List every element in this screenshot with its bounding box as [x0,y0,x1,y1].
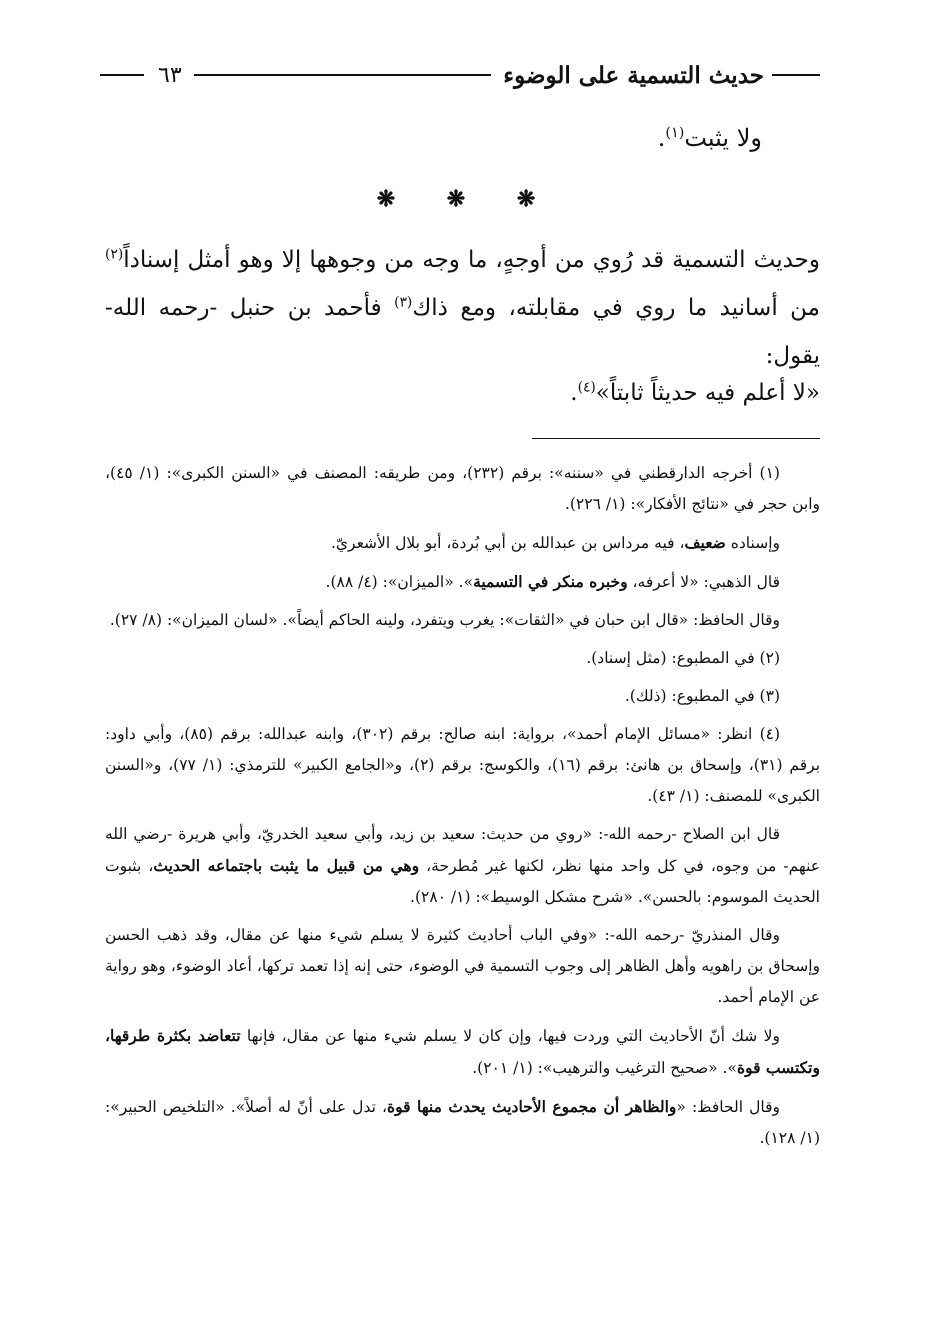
chapter-title: حديث التسمية على الوضوء [503,61,764,89]
opening-line [658,124,762,152]
footnote-ref-3: (٣) [394,294,413,311]
section-separator: ❋ ❋ ❋ [376,186,558,212]
footnote-4-conclusion-post: ». «صحيح الترغيب والترهيب»: (١/ ٢٠١). [472,1059,737,1077]
footnote-4-conclusion-bold: تتعاضد بكثرة طرقها، وتكتسب قوة [105,1026,820,1077]
main-paragraph-part3: فأحمد بن حنبل -رحمه الله- يقول: [105,295,820,369]
footnote-1: (١) أخرجه الدارقطني في «سننه»: برقم (٢٣٢)، ومن طريقه: المصنف في «السنن الكبرى»: (١/ ٤٥)، وابن حجر في «نتائج الأفكار»: (١/ ٢٢٦). [105,464,820,513]
footnote-4-mundhiri: وقال المنذريّ -رحمه الله-: «وفي الباب أحاديث كثيرة لا يسلم شيء منها عن مقال، وقد ذهب الحسن وإسحاق بن راهويه وأهل الظاهر إلى وجوب التسمية في الوضوء، حتى إنه إذا تعمد تركها، أعاد الوضوء، وهو رواية عن الإمام أحمد. [105,926,820,1006]
ahmad-quote-end: . [570,380,578,406]
header-rule-end [100,74,144,76]
opening-line-end: . [657,124,666,152]
footnote-1-dhahabi [105,566,820,598]
footnote-1-dhahabi-bold: وخبره منكر في التسمية [473,572,628,591]
footnote-4-ibn-salah-bold: وهي من قبيل ما يثبت باجتماعه الحديث [153,856,420,875]
ahmad-quote-text: «لا أعلم فيه حديثاً ثابتاً» [595,380,820,406]
main-paragraph-part2: من أسانيد ما روي في مقابلته، ومع ذاك [412,295,820,321]
footnote-1-dhahabi-post: ». «الميزان»: (٤/ ٨٨). [325,573,474,591]
footnote-1-isnad-bold: ضعيف [684,533,726,552]
page-number: ٦٣ [158,62,182,88]
main-paragraph [105,236,820,380]
footnote-ref-4: (٤) [577,379,596,396]
footnote-4-hafiz-post: ، تدل على أنّ له أصلاً». «التلخيص الحبير»: (١/ ١٢٨). [105,1098,820,1147]
footnote-4: (٤) انظر: «مسائل الإمام أحمد»، برواية: ابنه صالح: برقم (٣٠٢)، وابنه عبدالله: برقم (٨٥)، وأبي داود: برقم (٣١)، وإسحاق بن هانئ: برقم (١٦)، والكوسج: برقم (٢)، و«الجامع الكبير» للترمذي: (١/ ٧٧)، و«السنن الكبرى» للمصنف: (١/ ٤٣). [105,725,821,805]
footnote-1-isnad [105,527,820,559]
footnote-4-ibn-salah [105,819,820,913]
main-paragraph-part1: وحديث التسمية قد رُوي من أوجهٍ، ما وجه من وجوهها إلا وهو أمثل إسناداً [123,247,820,273]
footnote-1-isnad-pre: وإسناده [725,534,780,552]
footnote-1-hafiz: وقال الحافظ: «قال ابن حبان في «الثقات»: يغرب ويتفرد، ولينه الحاكم أيضاً». «لسان الميزان»: (٨/ ٢٧). [109,611,780,629]
footnote-4-hafiz [105,1091,820,1154]
footnote-1-isnad-post: ، فيه مرداس بن عبدالله بن أبي بُردة، أبو بلال الأشعريّ. [330,534,685,552]
footnote-4-hafiz-bold: والظاهر أن مجموع الأحاديث يحدث منها قوة [386,1097,677,1116]
footnote-4-hafiz-pre: وقال الحافظ: « [676,1098,780,1116]
running-header [100,58,820,92]
footnote-4-conclusion [105,1020,820,1084]
header-rule-middle [194,74,492,76]
footnote-4-conclusion-pre: ولا شك أنّ الأحاديث التي وردت فيها، وإن كان لا يسلم شيء منها عن مقال، فإنها [240,1027,780,1045]
footnote-1-dhahabi-pre: قال الذهبي: «لا أعرفه، [627,573,780,591]
footnote-ref-2: (٢) [105,246,124,263]
footnote-ref-1: (١) [665,125,685,141]
header-rule-start [772,74,820,76]
footnote-separator [532,438,820,439]
footnotes [105,458,820,1161]
footnote-4-ibn-salah-post: ، بثبوت الحديث الموسوم: بالحسن». «شرح مشكل الوسيط»: (١/ ٢٨٠). [105,857,820,906]
footnote-3: (٣) في المطبوع: (ذلك). [624,687,780,705]
opening-line-text: ولا يثبت [684,124,762,152]
footnote-2: (٢) في المطبوع: (مثل إسناد). [586,649,780,667]
ahmad-quote [570,380,820,406]
footnote-4-ibn-salah-pre: قال ابن الصلاح -رحمه الله-: «روي من حديث: سعيد بن زيد، وأبي سعيد الخدريّ، وأبي هريرة -رضي الله عنهم- من وجوه، في كل واحد منها نظر، لكنها غير مُطرحة، [105,825,821,875]
